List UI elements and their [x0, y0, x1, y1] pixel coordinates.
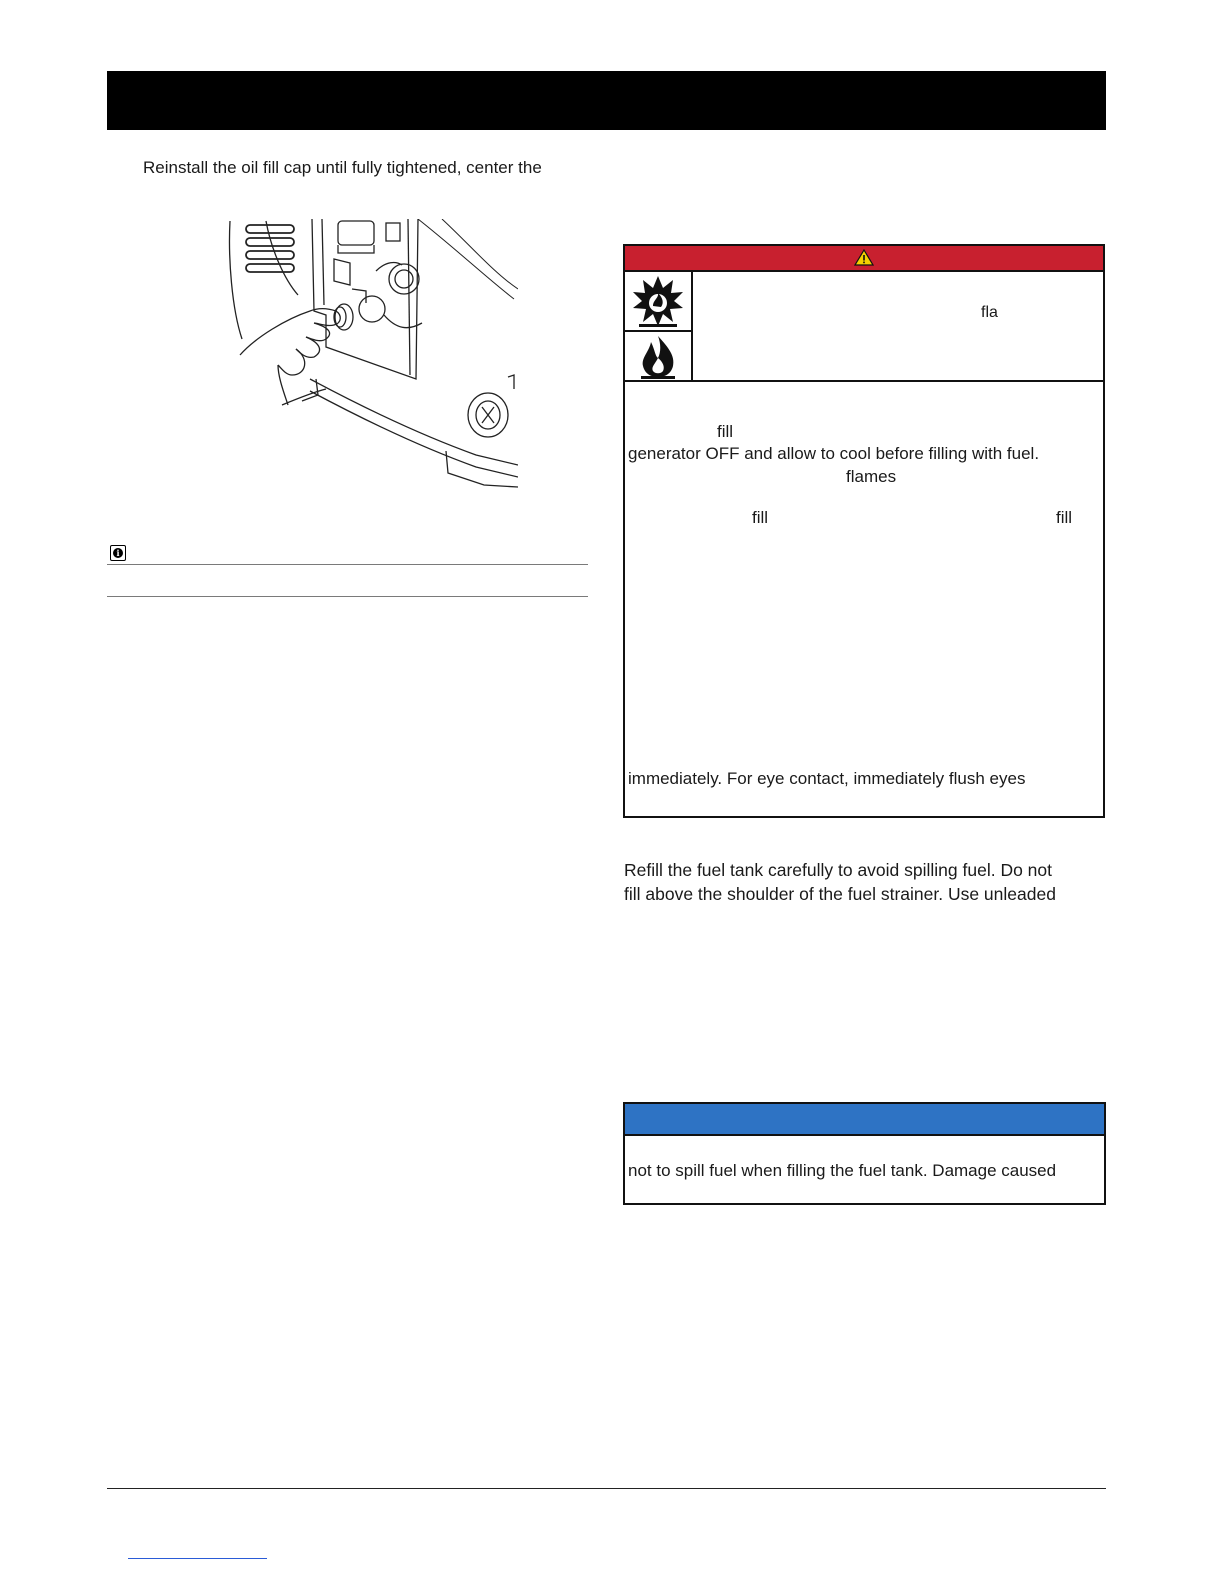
- info-icon: i: [110, 545, 126, 561]
- danger-text-fill: fill: [717, 422, 734, 441]
- hazard-separator: [625, 380, 1103, 382]
- hazard-text-fragment: fla: [981, 304, 998, 321]
- warning-triangle-icon: [854, 249, 874, 266]
- refill-line-1: Refill the fuel tank carefully to avoid spilling fuel. Do not: [624, 860, 1053, 880]
- note-top-rule: [107, 564, 588, 565]
- refill-line-2: fill above the shoulder of the fuel strainer. Use unleaded: [624, 884, 1056, 904]
- explosion-hazard-icon: [625, 272, 691, 330]
- hazard-icon-column: [625, 272, 693, 380]
- notice-header: [625, 1104, 1104, 1136]
- note-bottom-rule: [107, 596, 588, 597]
- footer-link-underline[interactable]: [128, 1558, 267, 1559]
- danger-header: [625, 246, 1103, 272]
- danger-text-generator-off: generator OFF and allow to cool before filling with fuel.: [628, 444, 1040, 463]
- footer-rule: [107, 1488, 1106, 1489]
- danger-warning-box: [623, 244, 1105, 818]
- danger-text-fill-2a: fill: [752, 508, 769, 527]
- oil-fill-cap-illustration: [226, 219, 518, 491]
- danger-text-eye-contact: immediately. For eye contact, immediately flush eyes: [628, 769, 1026, 788]
- section-header-bar: [107, 71, 1106, 130]
- danger-text-flames: flames: [846, 467, 897, 486]
- refill-instructions: [624, 858, 1056, 906]
- notice-box: [623, 1102, 1106, 1205]
- intro-text: Reinstall the oil fill cap until fully tightened, center the: [143, 158, 542, 177]
- danger-text-fill-2b: fill: [1056, 508, 1073, 527]
- notice-text: not to spill fuel when filling the fuel tank. Damage caused: [628, 1161, 1057, 1180]
- flammable-flame-icon: [625, 332, 691, 380]
